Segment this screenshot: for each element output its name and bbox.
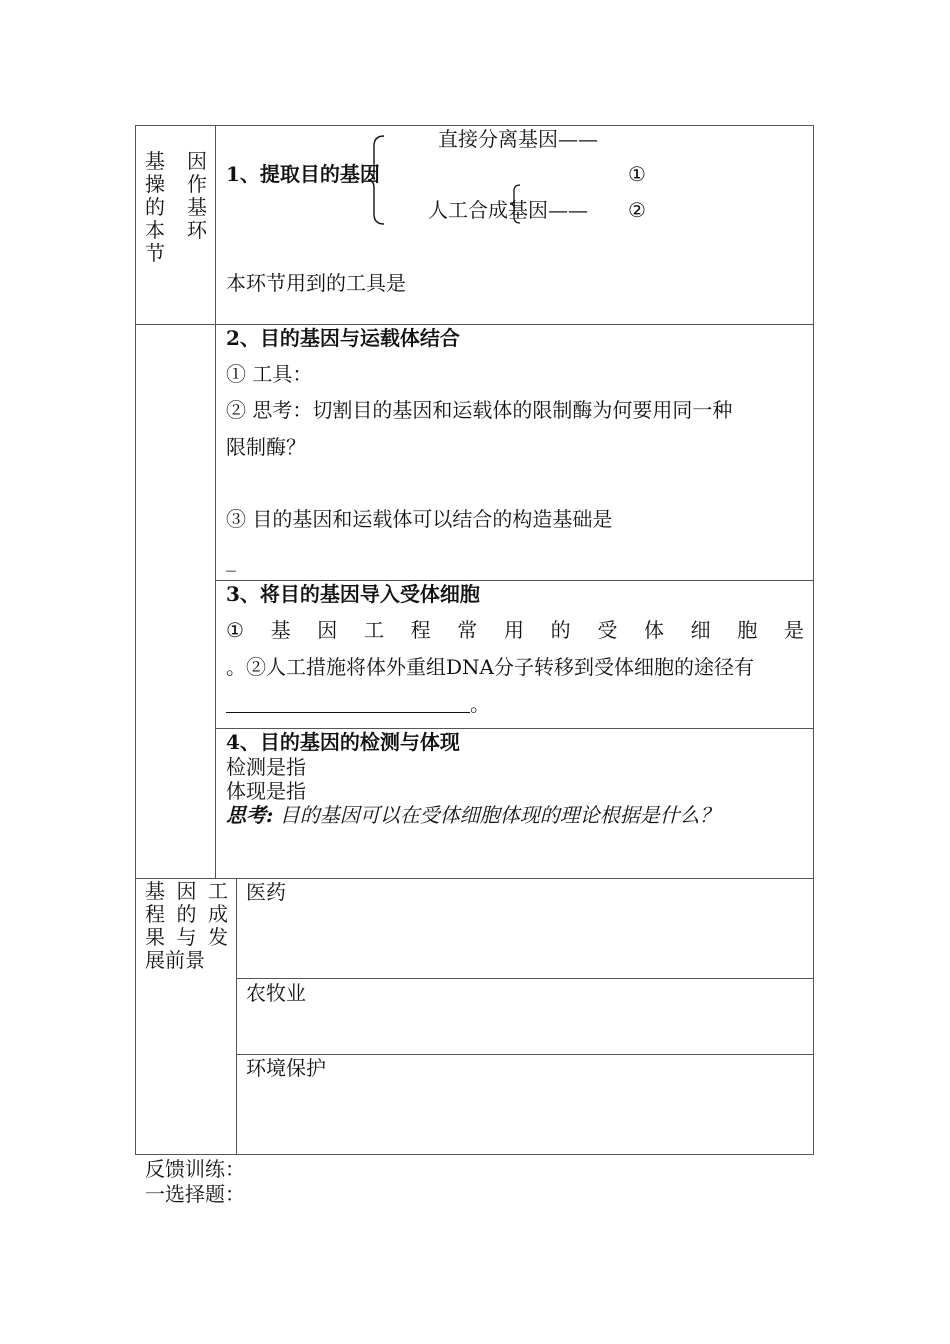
- section-label-basic-steps: [145, 150, 207, 265]
- artificial-synthesis-text: 人工合成基因——: [428, 198, 588, 222]
- upper-column-divider: [215, 125, 216, 879]
- step4-express: 体现是指: [226, 779, 306, 803]
- small-brace-icon: [507, 183, 523, 225]
- step2-title: 2、目的基因与运载体结合: [226, 326, 460, 350]
- label-row: 节: [145, 241, 165, 265]
- row-divider-3: [215, 728, 814, 729]
- step2-think-line1: ② 思考：切割目的基因和运载体的限制酶为何要用同一种: [226, 398, 733, 422]
- label-row: 程 的 成: [145, 902, 228, 926]
- step1-title: 1、提取目的基因: [226, 162, 380, 186]
- row-divider-5: [236, 978, 814, 979]
- think-label: 思考:: [226, 803, 274, 827]
- choice-heading: 一选择题：: [145, 1182, 245, 1206]
- label-row: 本 环: [145, 218, 207, 242]
- table-top-border: [135, 125, 814, 126]
- step4-detect: 检测是指: [226, 755, 306, 779]
- lower-column-divider: [236, 878, 237, 1155]
- step4-think: [226, 803, 720, 827]
- label-row: 果 与 发: [145, 925, 228, 949]
- agriculture-label: 农牧业: [246, 981, 306, 1005]
- label-row: 操 作: [145, 172, 207, 196]
- step2-think-line2: 限制酶？: [226, 435, 306, 459]
- medicine-label: 医药: [246, 880, 286, 904]
- step2-tools: ① 工具：: [226, 362, 313, 386]
- direct-isolation-text: 直接分离基因——: [438, 127, 598, 151]
- tools-used-text: 本环节用到的工具是: [226, 271, 406, 295]
- label-row: 的 基: [145, 195, 207, 219]
- think-text: 目的基因可以在受体细胞体现的理论根据是什么？: [279, 803, 720, 827]
- table-right-border: [813, 125, 814, 1155]
- row-divider-6: [236, 1054, 814, 1055]
- label-row: 基 因 工: [145, 879, 228, 903]
- step2-basis: ③ 目的基因和运载体可以结合的构造基础是: [226, 507, 613, 531]
- table-left-border: [135, 125, 136, 1155]
- step3-receptor-line: ① 基 因 工 程 常 用 的 受 体 细 胞 是: [226, 618, 804, 642]
- step3-methods-line: 。②人工措施将体外重组DNA分子转移到受体细胞的途径有: [226, 655, 754, 679]
- step4-title: 4、目的基因的检测与体现: [226, 730, 460, 754]
- feedback-heading: 反馈训练：: [145, 1157, 245, 1181]
- step3-answer-underline: [226, 688, 470, 713]
- label-row: 展 前 景: [145, 948, 205, 972]
- step3-period: 。: [470, 692, 490, 716]
- label-row: 基 因: [145, 149, 207, 173]
- large-brace-icon: [366, 134, 388, 226]
- circle-one: ①: [628, 162, 646, 186]
- circle-two: ②: [628, 198, 646, 222]
- section-label-achievements: [145, 880, 228, 972]
- row-divider-2: [215, 580, 814, 581]
- row-divider-1: [135, 324, 814, 325]
- step2-blank: _: [226, 548, 236, 572]
- step3-title: 3、将目的基因导入受体细胞: [226, 582, 480, 606]
- environment-label: 环境保护: [246, 1056, 326, 1080]
